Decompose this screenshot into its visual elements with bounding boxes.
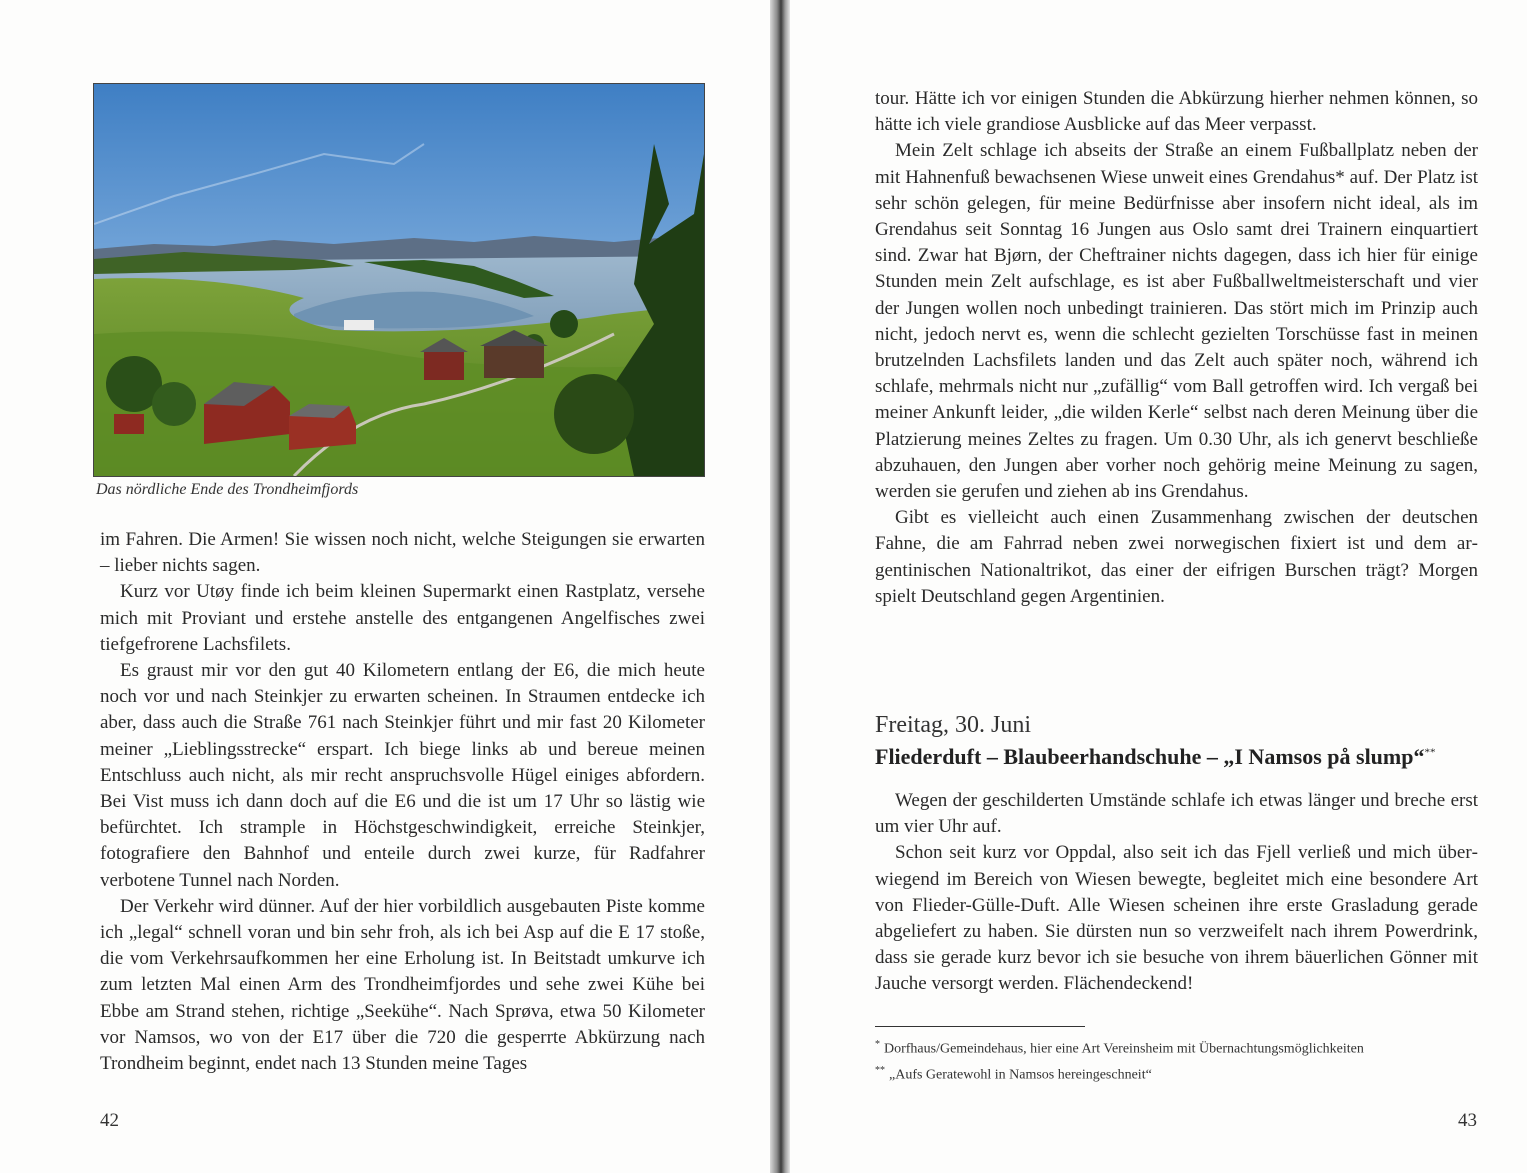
- footnote-1-text: Dorfhaus/Gemeindehaus, hier eine Art Vereinsheim mit Übernachtungsmöglichkeiten: [884, 1041, 1364, 1057]
- page-number-left: 42: [100, 1110, 119, 1131]
- fjord-photo: [93, 83, 705, 477]
- right-paragraph-5: Schon seit kurz vor Oppdal, also seit ich das Fjell verließ und mich überwiegend im Bereich von Wiesen bewegte, begleitet mich eine besondere Art von Flieder-Gülle-Duft. Alle Wiesen scheinen ihre erste Grasladung gerade abgeliefert zu haben. Sie dürsten nun so verzweifelt nach ihrem Powerdrink, dass sie gerade kurz bevor ich sie besuche von ihrem bäuerlichen Gönner mit Jauche versorgt werden. Flächendeckend!: [875, 842, 1478, 995]
- left-paragraph-1: im Fahren. Die Armen! Sie wissen noch nicht, welche Steigungen sie erwarten – lieber nichts sagen.: [100, 529, 705, 577]
- left-page-body: [100, 527, 705, 1077]
- left-paragraph-2: Kurz vor Utøy finde ich beim kleinen Supermarkt einen Rastplatz, versehe mich mit Proviant und erstehe anstelle des entgangenen Angelfisches zwei tiefgefrorene Lachsfilets.: [100, 581, 705, 655]
- page-number-right: 43: [1458, 1110, 1477, 1131]
- section-date: Freitag, 30. Juni: [875, 712, 1031, 738]
- footnote-2: [875, 1060, 1485, 1086]
- right-paragraph-2: Mein Zelt schlage ich abseits der Straße an einem Fußballplatz neben der mit Hahnenfuß bewachsenen Wiese unweit eines Grendahus* auf. Der Platz ist sehr schön gelegen, für meine Bedürfnisse aber insofern nicht ideal, als im Grendahus seit Sonntag 16 Jungen aus Oslo samt drei Trainern einquartiert sind. Zwar hat Bjørn, der Cheftrainer nichts dagegen, dass ich hier für einige Stunden mein Zelt aufschlage, es ist aber Fußballweltmeisterschaft und vier der Jungen wollen noch unbedingt trainieren. Das stört mich im Prinzip auch nicht, jedoch nervt es, wenn die schlecht gezielten Torschüsse fast in meinen brutzelnden Lachsfilets landen und das Zelt auch später noch, während ich schlafe, mehrmals nicht nur „zufällig“ vom Ball getroffen wird. Ich vergaß bei meiner Ankunft leider, „die wilden Kerle“ selbst nach deren Meinung über die Platzierung meines Zeltes zu fragen. Um 0.30 Uhr, als ich genervt beschließe abzuhauen, den Jungen aber vorher noch gehörig meine Meinung zu sagen, werden sie gerufen und ziehen ab ins Grendahus.: [875, 140, 1478, 503]
- small-red-shed: [289, 404, 356, 450]
- fjord-landscape-illustration: [94, 84, 704, 476]
- right-paragraph-1: tour. Hätte ich vor einigen Stunden die Abkürzung hierher nehmen können, so hätte ich viele grandiose Ausblicke auf das Meer verpasst.: [875, 88, 1478, 136]
- section-title-footnote-mark: **: [1424, 746, 1436, 759]
- photo-caption: Das nördliche Ende des Trondheimfjords: [96, 481, 359, 498]
- left-paragraph-4: Der Verkehr wird dünner. Auf der hier vorbildlich ausgebauten Piste komme ich „legal“ schnell voran und bin sehr froh, als ich bei Asp auf die E 17 stoße, die vom Verkehrsaufkommen her eine Erholung ist. In Beitstadt umkurve ich zum letzten Mal einen Arm des Trondheimfjordes und sehe zwei Kühe bei Ebbe am Strand stehen, richtige „Seekühe“. Nach Sprøva, etwa 50 Kilometer vor Namsos, wo von der E17 über die 720 die gesperrte Abkürzung nach Trondheim beginnt, endet nach 13 Stunden meine Tages: [100, 895, 705, 1075]
- footnote-1-mark: *: [875, 1039, 880, 1050]
- right-page-body-top: [875, 86, 1478, 610]
- right-paragraph-3: Gibt es vielleicht auch einen Zusammenhang zwischen der deutschen Fahne, die am Fahrrad neben zwei norwegischen fixiert ist und dem argentinischen Nationaltrikot, das einer der eifrigen Burschen trägt? Morgen spielt Deutschland gegen Argentinien.: [875, 507, 1478, 607]
- footnote-divider: [875, 1026, 1085, 1027]
- footnote-2-text: „Aufs Geratewohl in Namsos hereingeschneit“: [889, 1067, 1152, 1083]
- footnotes: [875, 1034, 1485, 1085]
- book-gutter: [770, 0, 790, 1173]
- section-title: [875, 744, 1495, 770]
- right-paragraph-4: Wegen der geschilderten Umstände schlafe ich etwas länger und breche erst um vier Uhr auf.: [875, 790, 1478, 838]
- right-page-body-bottom: [875, 788, 1478, 998]
- footnote-1: [875, 1034, 1485, 1060]
- footnote-2-mark: **: [875, 1064, 885, 1076]
- left-paragraph-3: Es graust mir vor den gut 40 Kilometern entlang der E6, die mich heute noch vor und nach Steinkjer zu erwarten scheinen. In Straumen entdecke ich aber, dass auch die Straße 761 nach Steinkjer führt und mir fast 20 Kilometer meiner „Lieblingsstrecke“ erspart. Ich biege links ab und bereue meinen Entschluss auch nicht, als mir recht anspruchsvolle Hügel einiges abfordern. Bei Vist muss ich dann doch auf die E6 und die ist um 17 Uhr so lästig wie befürchtet. Ich strample in Höchstgeschwindigkeit, erreiche Steinkjer, fotografiere den Bahnhof und enteile durch zwei kurze, für Radfahrer verbotene Tunnel nach Norden.: [100, 660, 705, 891]
- section-title-text: Fliederduft – Blaubeerhandschuhe – „I Namsos på slump“: [875, 744, 1425, 769]
